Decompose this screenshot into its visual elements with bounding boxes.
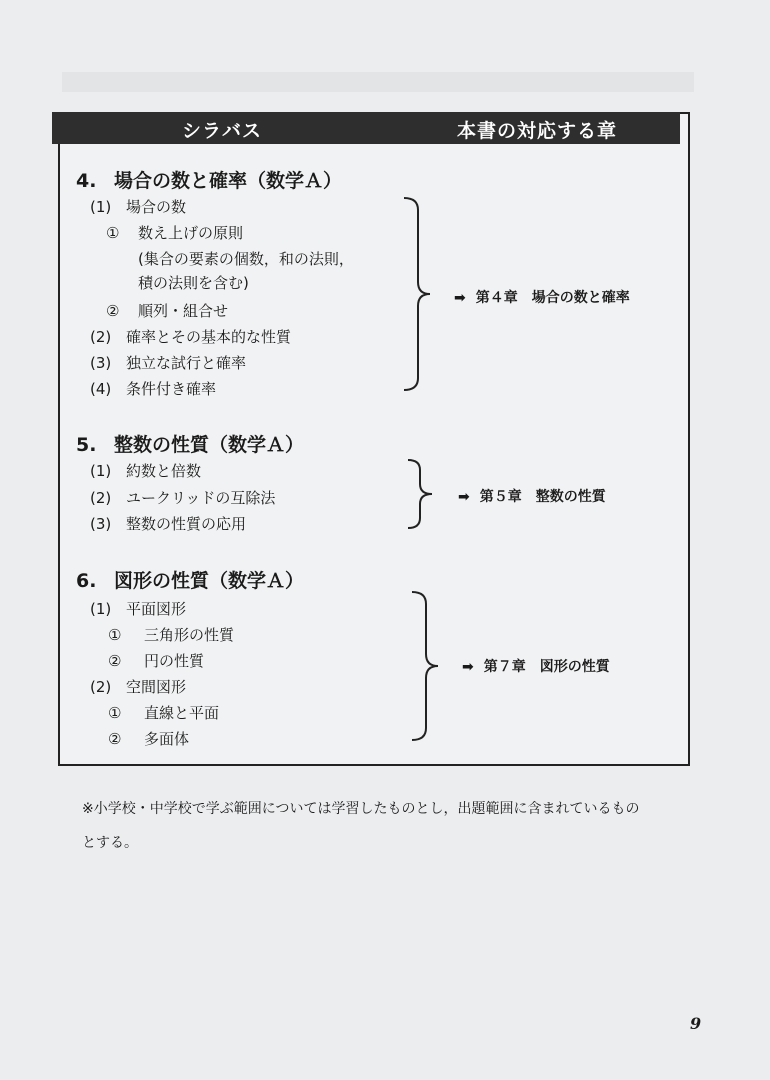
bleed-through-bar — [62, 72, 694, 92]
list-item: ② 順列・組合せ — [106, 302, 229, 320]
arrow-right-icon: ➡ — [454, 290, 466, 306]
list-item: ② 多面体 — [108, 730, 190, 748]
list-item: (1) 平面図形 — [90, 600, 187, 618]
table-header — [52, 112, 680, 144]
header-syllabus: シラバス — [182, 120, 263, 142]
header-chapters: 本書の対応する章 — [457, 120, 618, 142]
list-item: (3) 整数の性質の応用 — [90, 515, 247, 533]
list-item: 積の法則を含む) — [138, 274, 249, 292]
footnote-line-2: とする。 — [82, 835, 138, 851]
section-title-text: 場合の数と確率（数学Ａ） — [114, 170, 343, 192]
section-title-4 — [76, 166, 342, 193]
list-item: ② 円の性質 — [108, 652, 205, 670]
section-number: 6. — [76, 570, 97, 592]
list-item: (2) ユークリッドの互除法 — [90, 489, 276, 507]
section-title-text: 整数の性質（数学Ａ） — [114, 434, 305, 456]
list-item: ① 数え上げの原則 — [106, 224, 244, 242]
list-item: (4) 条件付き確率 — [90, 380, 217, 398]
list-item: (3) 独立な試行と確率 — [90, 354, 247, 372]
chapter-mapping-5: ➡ 第５章 整数の性質 — [458, 489, 606, 505]
list-item: (集合の要素の個数，和の法則， — [138, 250, 354, 268]
list-item: ① 直線と平面 — [108, 704, 220, 722]
chapter-mapping-4: ➡ 第４章 場合の数と確率 — [454, 290, 630, 306]
list-item: (1) 場合の数 — [90, 198, 187, 216]
list-item: (2) 空間図形 — [90, 678, 187, 696]
brace-icon — [404, 458, 438, 530]
section-number: 5. — [76, 434, 97, 456]
section-title-6 — [76, 566, 304, 593]
footnote-line-1: ※小学校・中学校で学ぶ範囲については学習したものとし，出題範囲に含まれているもの — [82, 801, 640, 817]
arrow-right-icon: ➡ — [462, 659, 474, 675]
page-number: 9 — [690, 1014, 702, 1033]
list-item: (1) 約数と倍数 — [90, 462, 202, 480]
brace-icon — [400, 196, 434, 392]
arrow-right-icon: ➡ — [458, 489, 470, 505]
section-title-5 — [76, 430, 304, 457]
list-item: (2) 確率とその基本的な性質 — [90, 328, 292, 346]
brace-icon — [408, 590, 442, 742]
section-title-text: 図形の性質（数学Ａ） — [114, 570, 305, 592]
list-item: ① 三角形の性質 — [108, 626, 235, 644]
chapter-mapping-6: ➡ 第７章 図形の性質 — [462, 659, 610, 675]
section-number: 4. — [76, 170, 97, 192]
